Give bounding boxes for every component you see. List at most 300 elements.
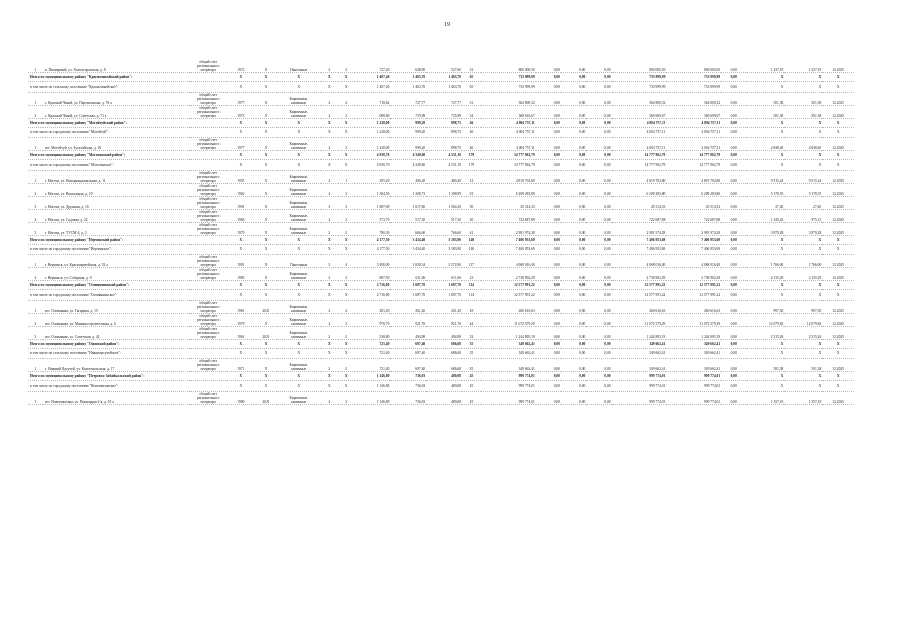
- value-cell-f: 0,00: [536, 160, 561, 171]
- value-cell-g: 0,00: [561, 222, 586, 235]
- value-cell-d: 20: [462, 209, 481, 222]
- floors-cell: 2: [321, 391, 338, 404]
- floors-cell: X: [321, 244, 338, 255]
- floors-cell: X: [321, 118, 338, 127]
- overhaul-year-cell: X: [256, 92, 277, 105]
- account-type-line: регионального: [196, 259, 220, 263]
- entrances-cell: 2: [338, 300, 355, 313]
- row-number: 1: [28, 359, 43, 372]
- value-cell-e: 800 000,50: [481, 60, 536, 73]
- value-cell-a: 687,50: [355, 268, 391, 281]
- overhaul-year-cell: X: [256, 196, 277, 209]
- wall-material-line: Панельные: [290, 68, 308, 72]
- district-total-row: [28, 73, 854, 82]
- value-cell-f: 0,00: [536, 138, 561, 151]
- value-cell-c: 480,08: [426, 391, 462, 404]
- value-cell-g: 0,00: [561, 244, 586, 255]
- value-cell-c: 527,60: [426, 60, 462, 73]
- housing-repair-register-table: [28, 60, 854, 405]
- floors-cell: X: [321, 127, 338, 138]
- value-cell-b: 697,40: [390, 348, 426, 359]
- row-number: 1: [28, 92, 43, 105]
- overhaul-year-cell: 2021: [256, 300, 277, 313]
- value-cell-i: 7 406 953,69: [612, 244, 667, 255]
- wall-material-line: каменные: [291, 367, 307, 371]
- account-type-cell: [190, 222, 226, 235]
- overhaul-year-cell: X: [256, 209, 277, 222]
- value-cell-d: 65: [462, 82, 481, 93]
- row-number: 5: [28, 222, 43, 235]
- value-cell-f: 0,00: [536, 183, 561, 196]
- floors-cell: 4: [321, 183, 338, 196]
- value-cell-l: X: [746, 235, 784, 244]
- account-type-line: регионального: [196, 187, 220, 192]
- value-cell-e: 2 738 902,29: [481, 268, 536, 281]
- table-row: [28, 222, 854, 235]
- account-type-cell: [190, 138, 226, 151]
- account-type-line: оператора: [200, 399, 216, 404]
- value-cell-k: 0,00: [721, 391, 746, 404]
- value-cell-f: 0,00: [536, 326, 561, 339]
- value-cell-h: 0,00: [586, 255, 611, 268]
- row-number: 1: [28, 60, 43, 73]
- account-type-line: общий счет: [199, 196, 217, 201]
- account-type-line: общий счет: [199, 138, 217, 142]
- wall-material-cell: X: [277, 381, 321, 392]
- value-cell-j: 722 687,88: [666, 209, 721, 222]
- value-cell-i: 14 777 962,79: [612, 160, 667, 171]
- wall-material-line: каменные: [291, 204, 307, 209]
- value-cell-m: 3 879,28: [784, 222, 822, 235]
- value-cell-j: 800 000,50: [666, 60, 721, 73]
- value-cell-k: 0,00: [721, 339, 746, 348]
- value-cell-d: 65: [462, 73, 481, 82]
- value-cell-d: 45: [462, 391, 481, 404]
- value-cell-h: 0,00: [586, 105, 611, 118]
- value-cell-i: 2 981 974,28: [612, 222, 667, 235]
- value-cell-h: 0,00: [586, 183, 611, 196]
- value-cell-l: X: [746, 290, 784, 301]
- value-cell-g: 0,00: [561, 326, 586, 339]
- floors-cell: X: [321, 235, 338, 244]
- account-type-line: общий счет: [199, 92, 217, 97]
- value-cell-b: 999,20: [390, 127, 426, 138]
- wall-material-line: Кирпичные,: [289, 142, 309, 146]
- floors-cell: X: [321, 290, 338, 301]
- row-label: в том числе по городскому поселению "Нерчинское":: [28, 244, 226, 255]
- value-cell-l: X: [746, 244, 784, 255]
- value-cell-g: 0,00: [561, 60, 586, 73]
- account-type-cell: [190, 170, 226, 183]
- value-cell-h: 0,00: [586, 235, 611, 244]
- value-cell-m: X: [784, 290, 822, 301]
- overhaul-year-cell: X: [256, 170, 277, 183]
- value-cell-g: 0,00: [561, 359, 586, 372]
- wall-material-cell: X: [277, 118, 321, 127]
- account-type-line: регионального: [196, 272, 220, 276]
- build-year-cell: 1962: [226, 183, 256, 196]
- value-cell-j: 364 800,32: [666, 92, 721, 105]
- wall-material-line: каменные: [291, 178, 307, 183]
- value-cell-b: 697,40: [390, 339, 426, 348]
- value-cell-b: 1 208,73: [390, 183, 426, 196]
- wall-material-cell: X: [277, 235, 321, 244]
- value-cell-j: 12 577 991,22: [666, 290, 721, 301]
- address-cell: пгт. Могойтуй, ул. Зугалайская, д. 18: [43, 138, 191, 151]
- address-cell: пгт. Оловянная, ул. Советская, д. 42: [43, 326, 191, 339]
- value-cell-m: X: [784, 339, 822, 348]
- value-cell-b: 736,03: [390, 372, 426, 381]
- value-cell-f: 0,00: [536, 290, 561, 301]
- account-type-line: оператора: [200, 113, 216, 118]
- value-cell-d: 44: [462, 313, 481, 326]
- value-cell-a: 727,20: [355, 60, 391, 73]
- build-year-cell: X: [226, 82, 256, 93]
- wall-material-line: Кирпичные,: [289, 109, 309, 114]
- value-cell-m: 501,38: [784, 92, 822, 105]
- row-number: 1: [28, 300, 43, 313]
- value-cell-h: 0,00: [586, 60, 611, 73]
- entrances-cell: 2: [338, 222, 355, 235]
- build-year-cell: X: [226, 339, 256, 348]
- value-cell-c: 686,68: [426, 348, 462, 359]
- value-cell-g: 0,00: [561, 372, 586, 381]
- value-cell-g: 0,00: [561, 313, 586, 326]
- account-type-line: оператора: [200, 334, 216, 339]
- value-cell-m: 1 237,19: [784, 60, 822, 73]
- wall-material-line: Панельные: [290, 263, 308, 267]
- value-cell-b: 1 463,70: [390, 73, 426, 82]
- row-number: 1: [28, 138, 43, 151]
- account-type-cell: [190, 255, 226, 268]
- account-type-cell: [190, 92, 226, 105]
- entrances-cell: 2: [338, 391, 355, 404]
- value-cell-k: 0,00: [721, 235, 746, 244]
- value-cell-p: 12.2025: [822, 183, 854, 196]
- wall-material-line: Кирпичные,: [289, 363, 309, 367]
- value-cell-h: 0,00: [586, 281, 611, 290]
- row-label: Итого по муниципальному району "Могойтуйский район":: [28, 118, 226, 127]
- floors-cell: X: [321, 348, 338, 359]
- value-cell-l: 501,38: [746, 105, 784, 118]
- table-row: [28, 209, 854, 222]
- value-cell-e: 364 800,32: [481, 92, 536, 105]
- value-cell-d: 50: [462, 196, 481, 209]
- value-cell-c: 1 564,30: [426, 196, 462, 209]
- value-cell-i: 14 777 962,79: [612, 151, 667, 160]
- value-cell-m: 501,38: [784, 359, 822, 372]
- value-cell-g: 0,00: [561, 160, 586, 171]
- value-cell-k: 0,00: [721, 255, 746, 268]
- value-cell-j: 14 777 962,79: [666, 151, 721, 160]
- account-type-cell: [190, 105, 226, 118]
- value-cell-i: 12 577 991,22: [612, 290, 667, 301]
- value-cell-k: 0,00: [721, 268, 746, 281]
- wall-material-line: Кирпичные,: [289, 317, 309, 322]
- overhaul-year-cell: X: [256, 255, 277, 268]
- value-cell-k: 0,00: [721, 300, 746, 313]
- wall-material-cell: [277, 92, 321, 105]
- value-cell-a: 721,40: [355, 339, 391, 348]
- table-row: [28, 359, 854, 372]
- value-cell-l: X: [746, 127, 784, 138]
- entrances-cell: 2: [338, 359, 355, 372]
- wall-material-line: каменные: [291, 276, 307, 280]
- wall-material-cell: [277, 268, 321, 281]
- value-cell-b: 3 434,40: [390, 244, 426, 255]
- wall-material-line: каменные: [291, 308, 307, 313]
- settlement-subtotal-row: [28, 381, 854, 392]
- value-cell-l: 5 178,55: [746, 183, 784, 196]
- value-cell-m: X: [784, 127, 822, 138]
- overhaul-year-cell: X: [256, 60, 277, 73]
- row-label: в том числе по городскому поселению "Новопавловское":: [28, 381, 226, 392]
- value-cell-j: 4 819 702,80: [666, 170, 721, 183]
- value-cell-b: 736,03: [390, 391, 426, 404]
- value-cell-l: X: [746, 348, 784, 359]
- value-cell-f: 0,00: [536, 313, 561, 326]
- entrances-cell: X: [338, 82, 355, 93]
- wall-material-line: каменные: [291, 113, 307, 118]
- entrances-cell: X: [338, 339, 355, 348]
- account-type-line: регионального: [196, 64, 220, 68]
- value-cell-i: 733 999,99: [612, 73, 667, 82]
- value-cell-c: 517,30: [426, 209, 462, 222]
- value-cell-b: 4 349,60: [390, 160, 426, 171]
- value-cell-p: 12.2025: [822, 300, 854, 313]
- address-cell: п. Пионерный, ул. Холмогоровская, д. 8: [43, 60, 191, 73]
- floors-cell: 2: [321, 138, 338, 151]
- account-type-line: общий счет: [199, 105, 217, 110]
- address-cell: с. Красный Чикой, ул. Партизанская, д. 76 а: [43, 92, 191, 105]
- row-number: 4: [28, 209, 43, 222]
- address-cell: г. Могоча, ул. ТУСМ-4, д. 3: [43, 222, 191, 235]
- value-cell-d: 179: [462, 160, 481, 171]
- row-label: Итого по муниципальному району "Красночикойский район":: [28, 73, 226, 82]
- value-cell-g: 0,00: [561, 183, 586, 196]
- value-cell-k: 0,00: [721, 348, 746, 359]
- value-cell-d: 45: [462, 372, 481, 381]
- entrances-cell: X: [338, 290, 355, 301]
- value-cell-h: 0,00: [586, 391, 611, 404]
- build-year-cell: X: [226, 244, 256, 255]
- row-label: в том числе по городскому поселению "Оловяннинское":: [28, 290, 226, 301]
- build-year-cell: X: [226, 127, 256, 138]
- district-total-row: [28, 151, 854, 160]
- settlement-subtotal-row: [28, 348, 854, 359]
- entrances-cell: 3: [338, 196, 355, 209]
- wall-material-cell: X: [277, 151, 321, 160]
- entrances-cell: 2: [338, 268, 355, 281]
- account-type-cell: [190, 183, 226, 196]
- value-cell-m: X: [784, 118, 822, 127]
- value-cell-c: 4 531,10: [426, 160, 462, 171]
- value-cell-e: 4 819 702,80: [481, 170, 536, 183]
- value-cell-p: X: [822, 372, 854, 381]
- value-cell-k: 0,00: [721, 209, 746, 222]
- value-cell-k: 0,00: [721, 105, 746, 118]
- table-row: [28, 92, 854, 105]
- value-cell-b: 1 687,70: [390, 290, 426, 301]
- account-type-line: общий счет: [199, 313, 217, 318]
- value-cell-m: X: [784, 244, 822, 255]
- value-cell-g: 0,00: [561, 170, 586, 183]
- value-cell-i: 733 999,99: [612, 82, 667, 93]
- account-type-line: оператора: [200, 178, 216, 183]
- value-cell-b: 4 349,60: [390, 151, 426, 160]
- value-cell-g: 0,00: [561, 127, 586, 138]
- value-cell-d: 18: [462, 300, 481, 313]
- value-cell-c: 3 183,90: [426, 244, 462, 255]
- build-year-cell: 1991: [226, 255, 256, 268]
- entrances-cell: 1: [338, 170, 355, 183]
- value-cell-f: 0,00: [536, 339, 561, 348]
- value-cell-p: 12.2025: [822, 326, 854, 339]
- entrances-cell: X: [338, 118, 355, 127]
- overhaul-year-cell: X: [256, 127, 277, 138]
- value-cell-b: 727,77: [390, 92, 426, 105]
- table-row: [28, 105, 854, 118]
- value-cell-d: 32: [462, 60, 481, 73]
- value-cell-a: 573,70: [355, 209, 391, 222]
- value-cell-k: 0,00: [721, 244, 746, 255]
- value-cell-b: 999,20: [390, 118, 426, 127]
- table-row: [28, 313, 854, 326]
- account-type-line: регионального: [196, 96, 220, 101]
- account-type-cell: [190, 209, 226, 222]
- floors-cell: 2: [321, 359, 338, 372]
- value-cell-h: 0,00: [586, 300, 611, 313]
- value-cell-c: 2 572,90: [426, 255, 462, 268]
- overhaul-year-cell: X: [256, 160, 277, 171]
- value-cell-i: 349 662,41: [612, 359, 667, 372]
- value-cell-h: 0,00: [586, 196, 611, 209]
- address-cell: г. Могоча, ул. Вокзальная, д. 19: [43, 183, 191, 196]
- build-year-cell: 1977: [226, 138, 256, 151]
- district-total-row: [28, 339, 854, 348]
- value-cell-l: 501,38: [746, 92, 784, 105]
- value-cell-k: 0,00: [721, 196, 746, 209]
- wall-material-line: каменные: [291, 191, 307, 196]
- wall-material-cell: [277, 359, 321, 372]
- wall-material-cell: X: [277, 290, 321, 301]
- value-cell-l: 997,30: [746, 300, 784, 313]
- value-cell-e: 349 662,41: [481, 359, 536, 372]
- overhaul-year-cell: X: [256, 105, 277, 118]
- value-cell-k: 0,00: [721, 381, 746, 392]
- value-cell-l: 2 515,26: [746, 326, 784, 339]
- value-cell-i: 4 004 757,11: [612, 138, 667, 151]
- value-cell-k: 0,00: [721, 160, 746, 171]
- value-cell-g: 0,00: [561, 209, 586, 222]
- table-row: [28, 255, 854, 268]
- account-type-line: оператора: [200, 204, 216, 209]
- build-year-cell: 1972: [226, 60, 256, 73]
- account-type-line: регионального: [196, 226, 220, 231]
- value-cell-m: 5 178,55: [784, 183, 822, 196]
- wall-material-cell: X: [277, 244, 321, 255]
- wall-material-cell: X: [277, 372, 321, 381]
- value-cell-b: 666,60: [390, 222, 426, 235]
- floors-cell: X: [321, 372, 338, 381]
- value-cell-l: 12 079,82: [746, 313, 784, 326]
- value-cell-l: X: [746, 118, 784, 127]
- floors-cell: 2: [321, 92, 338, 105]
- value-cell-b: 921,76: [390, 313, 426, 326]
- value-cell-c: 494,98: [426, 326, 462, 339]
- row-label: Итого по муниципальному району "Нерчинский район":: [28, 235, 226, 244]
- entrances-cell: 2: [338, 92, 355, 105]
- overhaul-year-cell: X: [256, 339, 277, 348]
- address-cell: с. Нижний Цасучей, ул. Комсомольская, д. 17: [43, 359, 191, 372]
- account-type-cell: [190, 391, 226, 404]
- account-type-line: общий счет: [199, 326, 217, 331]
- wall-material-cell: [277, 313, 321, 326]
- value-cell-k: 0,00: [721, 118, 746, 127]
- row-number: 2: [28, 183, 43, 196]
- value-cell-f: 0,00: [536, 391, 561, 404]
- value-cell-j: 349 662,41: [666, 359, 721, 372]
- entrances-cell: 2: [338, 209, 355, 222]
- value-cell-g: 0,00: [561, 281, 586, 290]
- wall-material-cell: X: [277, 160, 321, 171]
- district-total-row: [28, 281, 854, 290]
- value-cell-k: 0,00: [721, 73, 746, 82]
- value-cell-f: 0,00: [536, 60, 561, 73]
- overhaul-year-cell: X: [256, 244, 277, 255]
- value-cell-k: 0,00: [721, 170, 746, 183]
- value-cell-a: 281,20: [355, 300, 391, 313]
- value-cell-i: 4 004 757,11: [612, 127, 667, 138]
- value-cell-c: 1 687,70: [426, 281, 462, 290]
- value-cell-h: 0,00: [586, 359, 611, 372]
- value-cell-d: 53: [462, 183, 481, 196]
- value-cell-f: 0,00: [536, 170, 561, 183]
- value-cell-f: 0,00: [536, 196, 561, 209]
- account-type-line: оператора: [200, 321, 216, 326]
- value-cell-b: 1 463,70: [390, 82, 426, 93]
- entrances-cell: X: [338, 244, 355, 255]
- overhaul-year-cell: X: [256, 359, 277, 372]
- wall-material-line: Кирпичные,: [289, 213, 309, 218]
- account-type-line: оператора: [200, 276, 216, 280]
- value-cell-g: 0,00: [561, 92, 586, 105]
- overhaul-year-cell: X: [256, 268, 277, 281]
- value-cell-c: 4 531,10: [426, 151, 462, 160]
- entrances-cell: X: [338, 348, 355, 359]
- row-number: 3: [28, 326, 43, 339]
- value-cell-m: X: [784, 281, 822, 290]
- value-cell-l: 27,40: [746, 196, 784, 209]
- value-cell-f: 0,00: [536, 118, 561, 127]
- entrances-cell: X: [338, 151, 355, 160]
- value-cell-c: 921,76: [426, 313, 462, 326]
- value-cell-e: 12 577 991,22: [481, 281, 536, 290]
- value-cell-i: 349 662,41: [612, 348, 667, 359]
- value-cell-f: 0,00: [536, 300, 561, 313]
- row-number: 2: [28, 313, 43, 326]
- wall-material-line: каменные: [291, 217, 307, 222]
- value-cell-b: 3 434,40: [390, 235, 426, 244]
- build-year-cell: X: [226, 290, 256, 301]
- value-cell-j: 14 777 962,79: [666, 160, 721, 171]
- wall-material-line: Кирпичные,: [289, 96, 309, 101]
- value-cell-g: 0,00: [561, 151, 586, 160]
- account-type-line: оператора: [200, 308, 216, 313]
- table-row: [28, 300, 854, 313]
- build-year-cell: 1966: [226, 209, 256, 222]
- value-cell-h: 0,00: [586, 372, 611, 381]
